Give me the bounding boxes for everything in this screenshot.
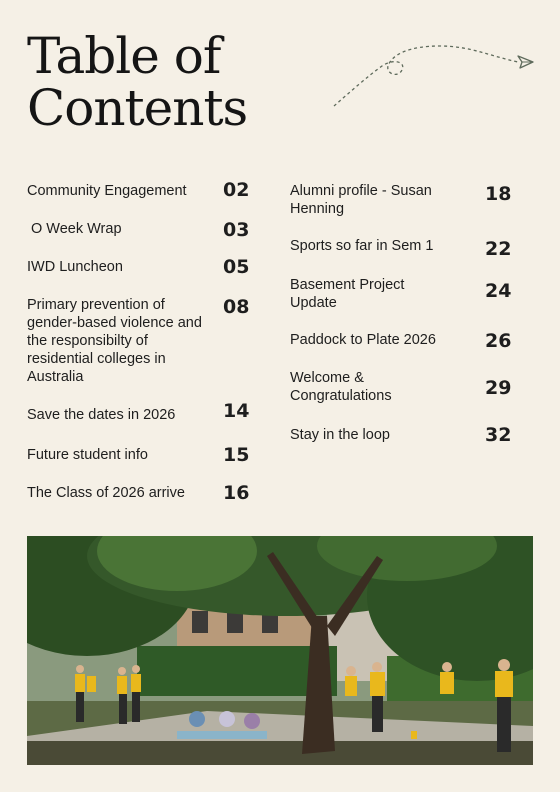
toc-label: O Week Wrap (31, 221, 122, 237)
toc-label: Community Engagement (27, 183, 187, 199)
toc-page-number: 05 (223, 256, 250, 278)
toc-label: IWD Luncheon (27, 259, 123, 275)
toc-label: Future student info (27, 447, 148, 463)
toc-page-number: 03 (223, 219, 250, 241)
toc-label: Welcome & Congratulations (290, 370, 392, 404)
toc-page-number: 26 (485, 330, 512, 352)
toc-page-number: 15 (223, 444, 250, 466)
toc-page-number: 02 (223, 179, 250, 201)
toc-label: Stay in the loop (290, 427, 390, 443)
toc-label: Basement Project Update (290, 277, 405, 311)
toc-page-number: 16 (223, 482, 250, 504)
toc-page-number: 32 (485, 424, 512, 446)
toc-page-number: 14 (223, 400, 250, 422)
toc-page-number: 29 (485, 377, 512, 399)
courtyard-photo (27, 536, 533, 765)
toc-label: Alumni profile - Susan Henning (290, 183, 432, 217)
toc-label: Save the dates in 2026 (27, 407, 176, 423)
toc-label: Primary prevention of gender-based violence and the responsibilty of residential colleges in Australia (27, 297, 202, 385)
toc-label: The Class of 2026 arrive (27, 485, 185, 501)
page-title (27, 27, 327, 137)
title-line-2: Contents (27, 79, 248, 137)
toc-page-number: 24 (485, 280, 512, 302)
title-line-1: Table of (27, 27, 221, 85)
toc-label: Sports so far in Sem 1 (290, 238, 434, 254)
toc-page-number: 18 (485, 183, 512, 205)
toc-page-number: 08 (223, 296, 250, 318)
toc-label: Paddock to Plate 2026 (290, 332, 436, 348)
courtyard-photo-illustration (27, 536, 533, 765)
paper-plane-icon (330, 40, 540, 112)
toc-page-number: 22 (485, 238, 512, 260)
